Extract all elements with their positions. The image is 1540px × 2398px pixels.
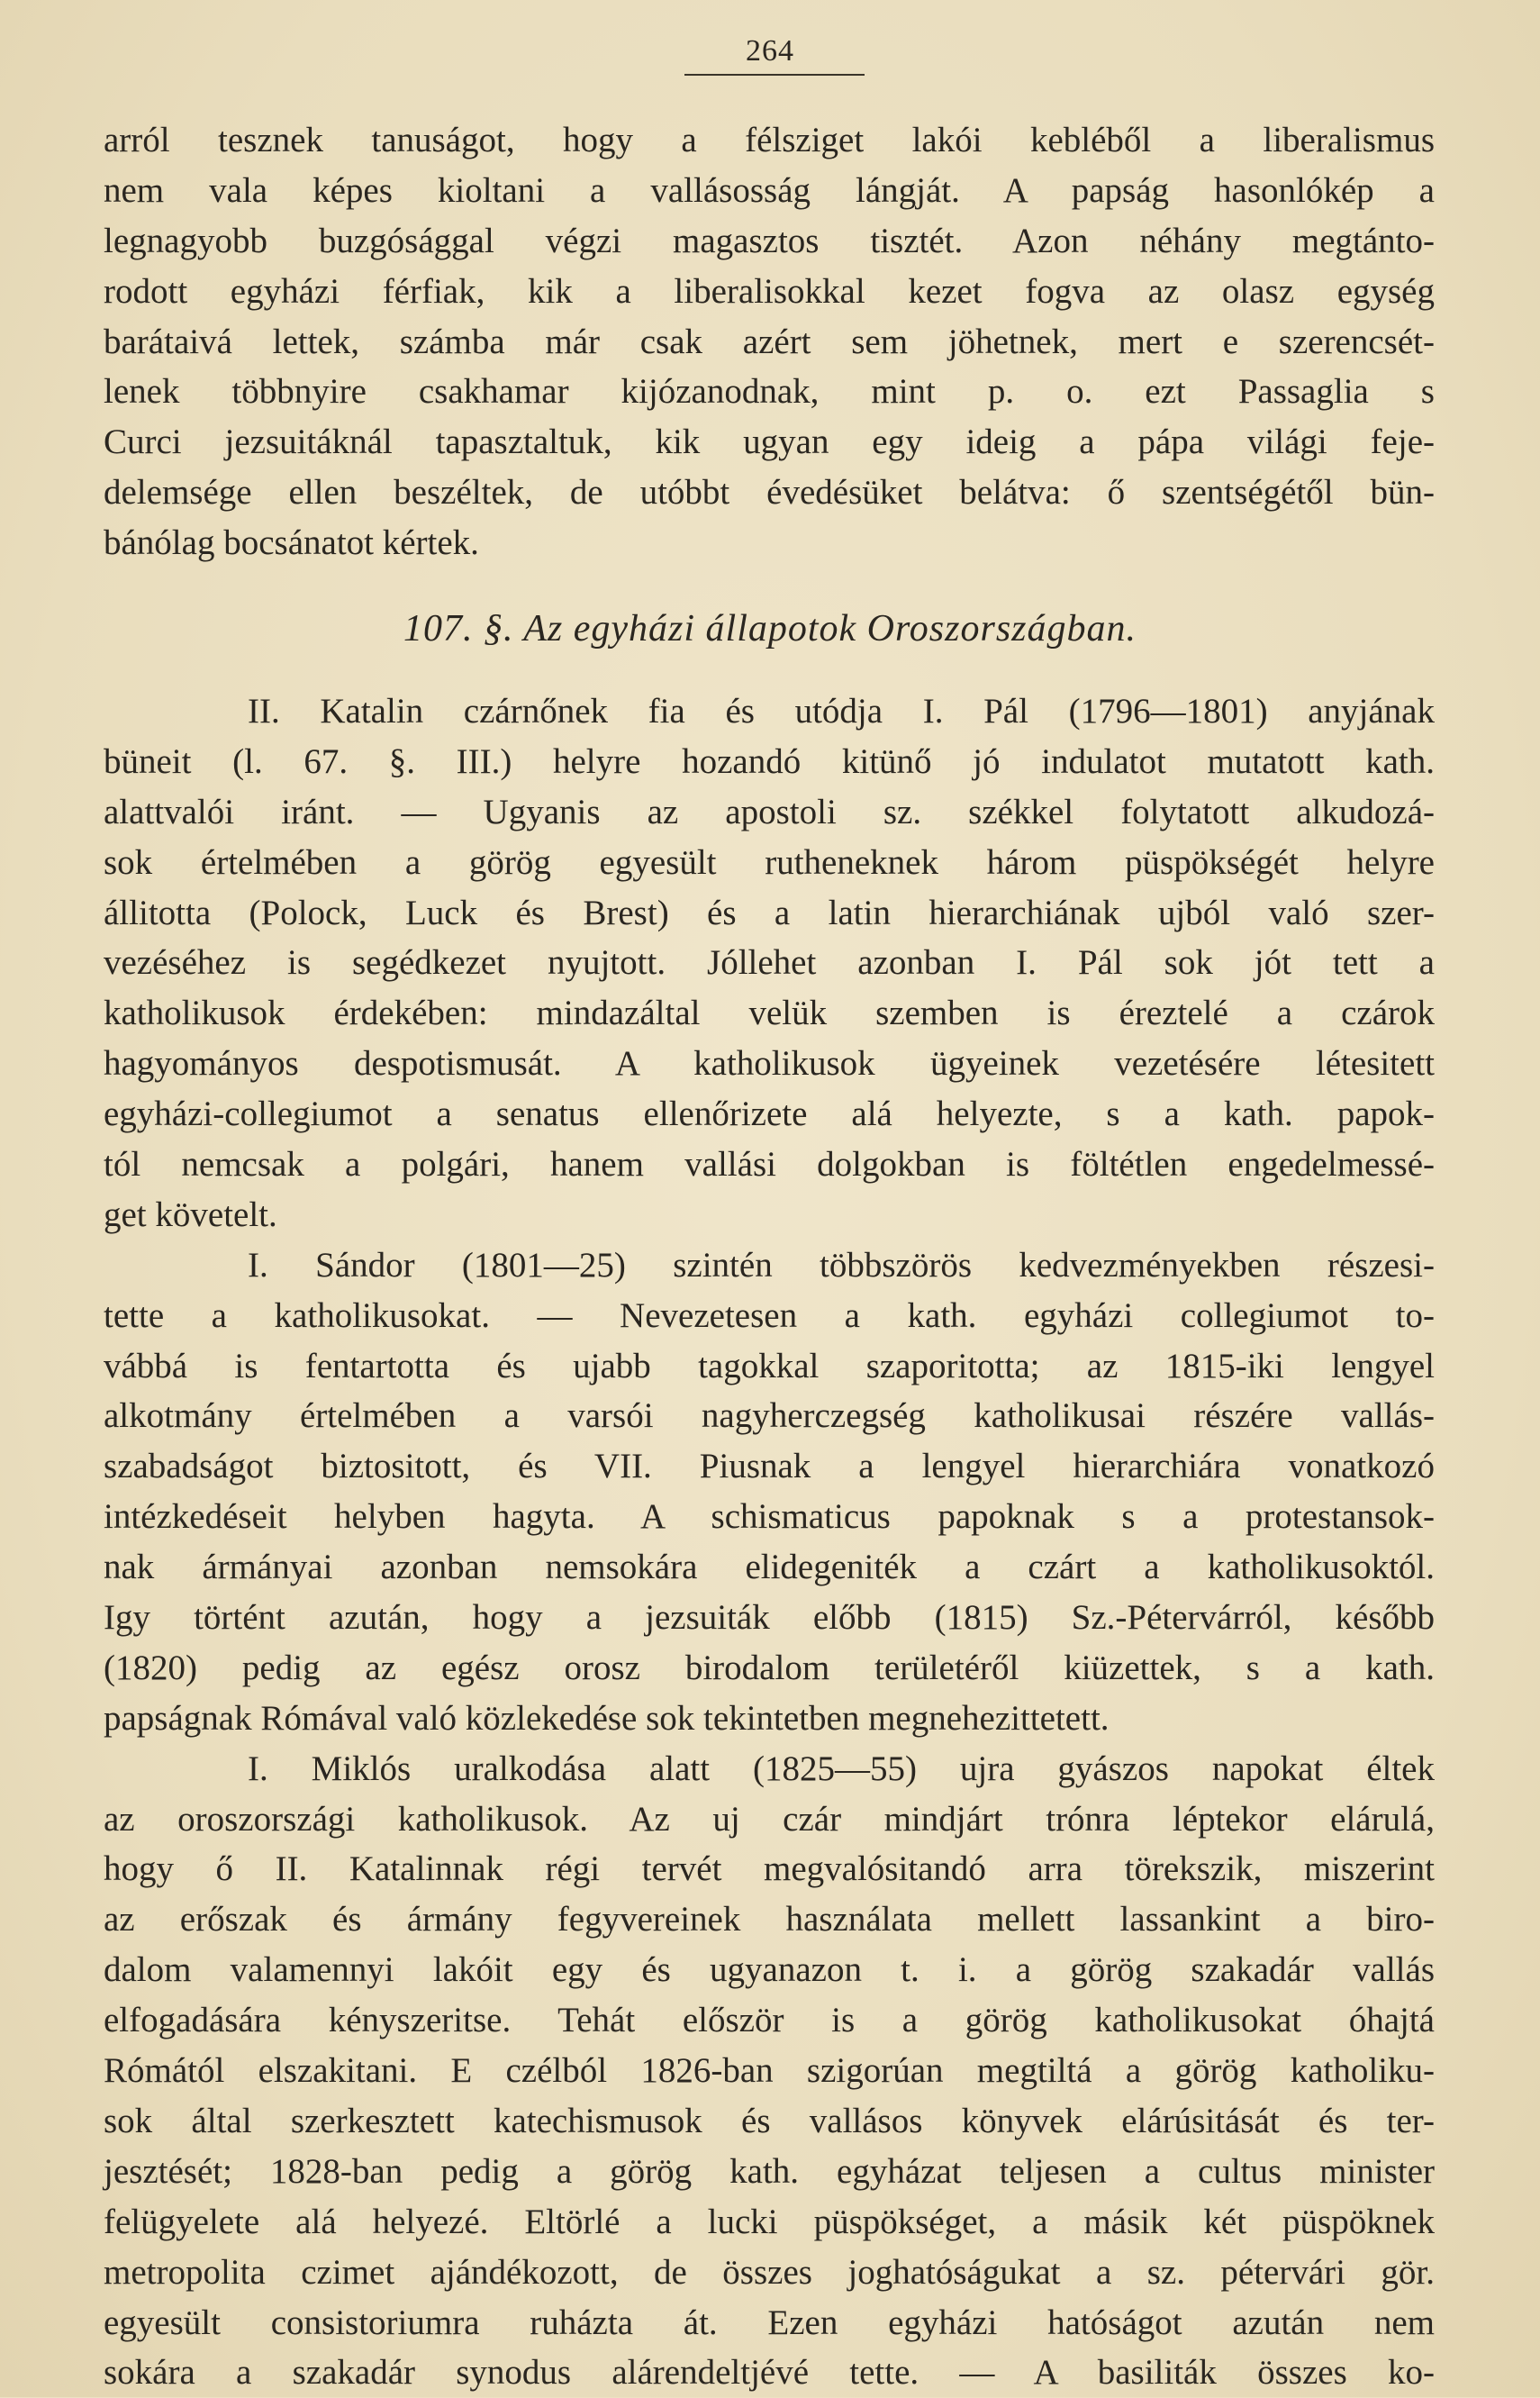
- text-line: az erőszak és ármány fegyvereinek használata mellett lassankint a biro-: [104, 1900, 1435, 1939]
- text-line: felügyelete alá helyezé. Eltörlé a lucki püspökséget, a másik két püspöknek: [104, 2202, 1435, 2241]
- text-line: jesztését; 1828-ban pedig a görög kath. egyházat teljesen a cultus minister: [104, 2151, 1435, 2191]
- text-line: lenek többnyire csakhamar kijózanodnak, mint p. o. ezt Passaglia s: [104, 372, 1435, 412]
- text-line: barátaivá lettek, számba már csak azért sem jöhetnek, mert e szerencsét-: [104, 322, 1435, 361]
- text-line: I. Miklós uralkodása alatt (1825—55) ujra gyászos napokat éltek: [248, 1749, 1435, 1788]
- text-line: tól nemcsak a polgári, hanem vallási dolgokban is föltétlen engedelmessé-: [104, 1145, 1435, 1185]
- text-line: I. Sándor (1801—25) szintén többszörös kedvezményekben részesi-: [248, 1245, 1435, 1285]
- text-line: büneit (l. 67. §. III.) helyre hozandó kitünő jó indulatot mutatott kath.: [104, 741, 1435, 781]
- text-line: nak ármányai azonban nemsokára elidegeniték a czárt a katholikusoktól.: [104, 1548, 1435, 1587]
- paragraph-block-2: [104, 686, 1435, 2398]
- text-line: egyházi-collegiumot a senatus ellenőrizete alá helyezte, s a kath. papok-: [104, 1095, 1435, 1134]
- text-line: arról tesznek tanuságot, hogy a félsziget lakói kebléből a liberalismus: [104, 121, 1435, 159]
- text-line: hagyományos despotismusát. A katholikusok ügyeinek vezetésére létesitett: [104, 1044, 1435, 1084]
- text-line: papságnak Rómával való közlekedése sok tekintetben megnehezittetett.: [104, 1698, 1110, 1738]
- text-line: sokára a szakadár synodus alárendeltjévé tette. — A basiliták összes ko-: [104, 2353, 1435, 2393]
- paragraph-block-1: [104, 115, 1435, 568]
- text-line: szabadságot biztositott, és VII. Piusnak a lengyel hierarchiára vonatkozó: [104, 1447, 1435, 1486]
- text-line: II. Katalin czárnőnek fia és utódja I. Pál (1796—1801) anyjának: [248, 692, 1435, 731]
- page-number-rule: [684, 74, 865, 76]
- text-line: get követelt.: [104, 1194, 277, 1234]
- text-line: alattvalói iránt. — Ugyanis az apostoli sz. székkel folytatott alkudozá-: [104, 792, 1435, 831]
- text-line: nem vala képes kioltani a vallásosság lángját. A papság hasonlókép a: [104, 170, 1435, 210]
- text-line: állitotta (Polock, Luck és Brest) és a latin hierarchiának ujból való szer-: [104, 893, 1435, 932]
- text-line: (1820) pedig az egész orosz birodalom területéről kiüzettek, s a kath.: [104, 1648, 1435, 1687]
- text-line: alkotmány értelmében a varsói nagyherczegség katholikusai részére vallás-: [104, 1396, 1435, 1436]
- text-line: sok által szerkesztett katechismusok és vallásos könyvek elárúsitását és ter-: [104, 2101, 1435, 2140]
- text-line: hogy ő II. Katalinnak régi tervét megvalósitandó arra törekszik, miszerint: [104, 1849, 1435, 1889]
- text-line: vezéséhez is segédkezet nyujtott. Jóllehet azonban I. Pál sok jót tett a: [104, 943, 1435, 983]
- text-line: sok értelmében a görög egyesült rutheneknek három püspökségét helyre: [104, 842, 1435, 882]
- text-line: bánólag bocsánatot kértek.: [104, 523, 479, 563]
- text-line: rodott egyházi férfiak, kik a liberalisokkal kezet fogva az olasz egység: [104, 271, 1435, 311]
- text-line: legnagyobb buzgósággal végzi magasztos tisztét. Azon néhány megtánto-: [104, 221, 1435, 260]
- text-line: vábbá is fentartotta és ujabb tagokkal szaporitotta; az 1815-iki lengyel: [104, 1346, 1435, 1385]
- text-line: katholikusok érdekében: mindazáltal velük szemben is éreztelé a czárok: [104, 994, 1435, 1033]
- page-number: 264: [746, 34, 794, 68]
- text-line: Rómától elszakitani. E czélból 1826-ban szigorúan megtiltá a görög katholiku-: [104, 2051, 1435, 2091]
- text-line: Curci jezsuitáknál tapasztaltuk, kik ugyan egy ideig a pápa világi feje-: [104, 422, 1435, 462]
- text-line: az oroszországi katholikusok. Az uj czár mindjárt trónra léptekor elárulá,: [104, 1799, 1435, 1839]
- text-line: tette a katholikusokat. — Nevezetesen a kath. egyházi collegiumot to-: [104, 1295, 1435, 1335]
- text-line: Igy történt azután, hogy a jezsuiták előbb (1815) Sz.-Pétervárról, később: [104, 1598, 1435, 1638]
- text-line: metropolita czimet ajándékozott, de összes joghatóságukat a sz. pétervári gör.: [104, 2252, 1435, 2292]
- section-heading: 107. §. Az egyházi állapotok Oroszországban.: [403, 608, 1137, 649]
- text-line: intézkedéseit helyben hagyta. A schismaticus papoknak s a protestansok-: [104, 1497, 1435, 1537]
- text-line: elfogadására kényszeritse. Tehát először is a görög katholikusokat óhajtá: [104, 2001, 1435, 2040]
- text-line: egyesült consistoriumra ruházta át. Ezen egyházi hatóságot azután nem: [104, 2303, 1435, 2342]
- text-line: dalom valamennyi lakóit egy és ugyanazon t. i. a görög szakadár vallás: [104, 1950, 1435, 1990]
- text-line: delemsége ellen beszéltek, de utóbbt évedésüket belátva: ő szentségétől bün-: [104, 473, 1435, 513]
